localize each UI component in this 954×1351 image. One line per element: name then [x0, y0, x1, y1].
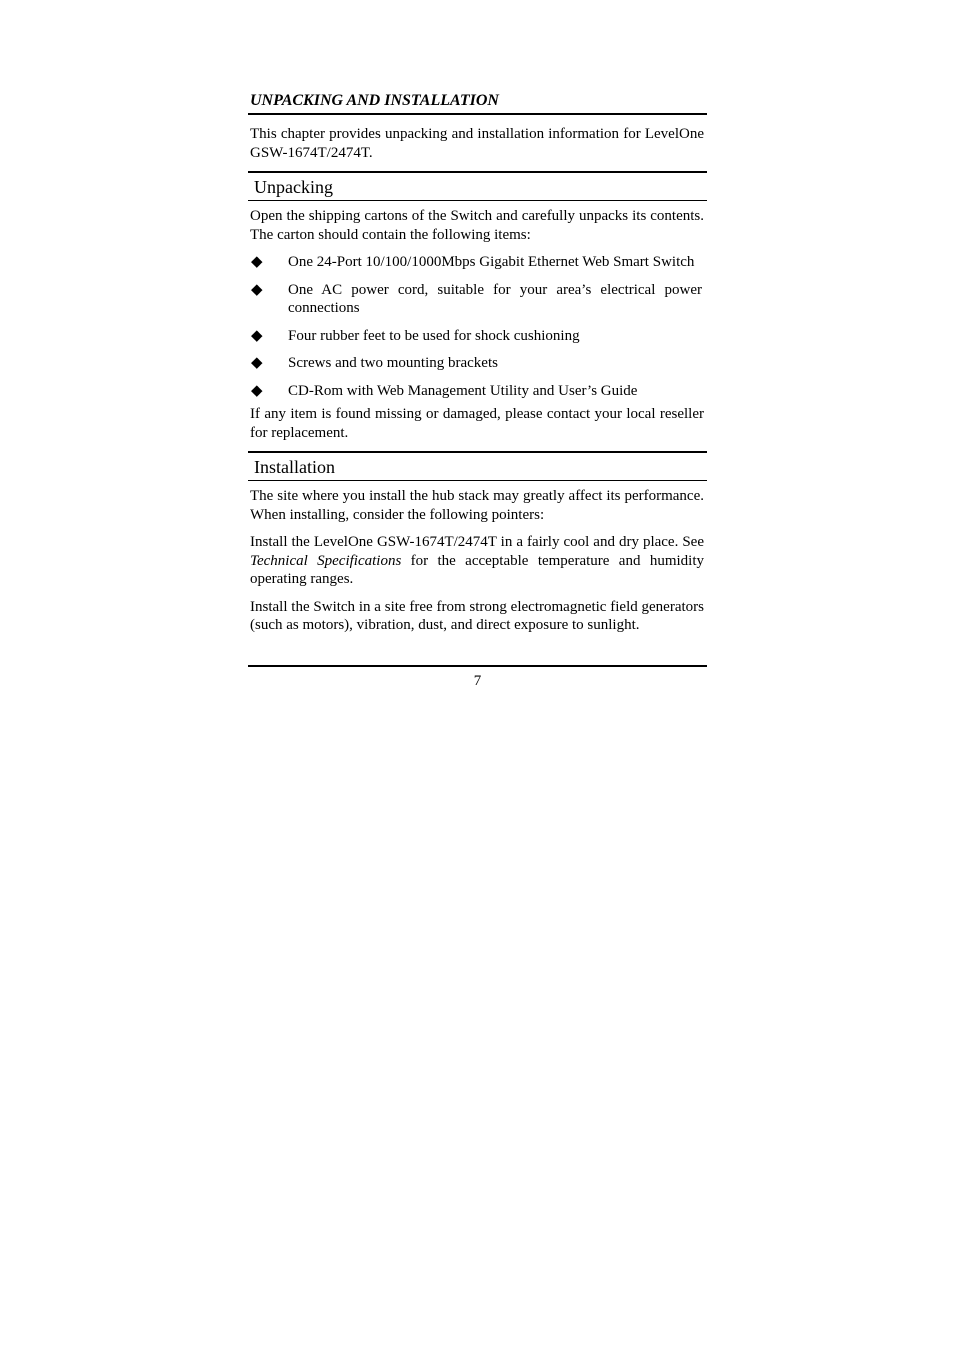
unpacking-heading: Unpacking [254, 177, 333, 197]
chapter-title: UNPACKING AND INSTALLATION [250, 92, 499, 109]
list-item-text: CD-Rom with Web Management Utility and User’s Guide [288, 382, 638, 399]
list-item [248, 281, 707, 318]
document-page [248, 90, 707, 690]
page-number: 7 [473, 672, 482, 689]
installation-heading: Installation [254, 457, 335, 477]
chapter-intro: This chapter provides unpacking and installation information for LevelOne GSW-1674T/2474T. [250, 126, 704, 161]
missing-items-note: If any item is found missing or damaged, please contact your local reseller for replacement. [250, 406, 704, 441]
installation-para-3: Install the Switch in a site free from strong electromagnetic field generators (such as motors), vibration, dust, and direct exposure to sunlight. [250, 598, 704, 633]
diamond-bullet-icon: ◆ [251, 252, 263, 270]
list-item [248, 354, 707, 373]
installation-para-1: The site where you install the hub stack may greatly affect its performance. When installing, consider the following pointers: [250, 488, 704, 523]
package-contents-list [248, 253, 707, 400]
list-item-text: Screws and two mounting brackets [288, 355, 498, 371]
diamond-bullet-icon: ◆ [251, 380, 263, 399]
installation-para-2-end: for the acceptable temperature and humidity operating ranges. [250, 552, 704, 587]
list-item [248, 327, 707, 346]
list-item [248, 382, 707, 401]
footer-rule [248, 665, 707, 667]
technical-specifications-reference: Technical Specifications [250, 552, 402, 569]
installation-para-2-start: Install the LevelOne GSW-1674T/2474T in a fairly cool and dry place. See [250, 534, 704, 550]
list-item-text: Four rubber feet to be used for shock cushioning [288, 327, 580, 344]
diamond-bullet-icon: ◆ [251, 353, 263, 371]
unpacking-intro: Open the shipping cartons of the Switch and carefully unpacks its contents. The carton should contain the following items: [250, 208, 704, 243]
installation-para-2 [248, 533, 707, 589]
list-item-text: One AC power cord, suitable for your area’s electrical power connections [288, 281, 702, 316]
installation-bottom-rule [248, 480, 707, 481]
diamond-bullet-icon: ◆ [251, 325, 263, 344]
diamond-bullet-icon: ◆ [251, 279, 263, 298]
chapter-title-rule [248, 113, 707, 115]
unpacking-bottom-rule [248, 200, 707, 201]
list-item-text: One 24-Port 10/100/1000Mbps Gigabit Ethernet Web Smart Switch [288, 254, 695, 270]
list-item [248, 253, 707, 272]
